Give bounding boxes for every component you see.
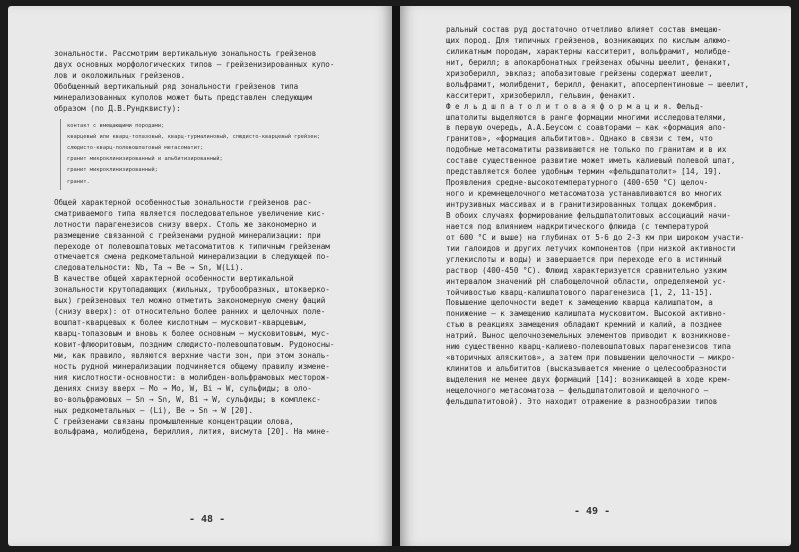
text-line: сматриваемого типа является последовательное увеличение кис- <box>54 208 326 218</box>
text-line: подобные метасоматиты развиваются не только по гранитам и в их <box>446 145 727 155</box>
page-number: - 49 - <box>574 506 611 517</box>
paragraph <box>54 198 359 275</box>
text-line: (снизу вверх): от относительно более ранних и щелочных поле- <box>54 307 326 317</box>
text-line: ния кислотности-основности: в молибден-вольфрамовых месторож- <box>54 372 330 382</box>
text-line: Повышение щелочности ведет к замещению кварца калишпатом, а <box>446 298 713 308</box>
book-gutter <box>392 6 400 546</box>
text-line: отмечается смена редкометальной минерализации в следующей по- <box>54 252 330 262</box>
text-line: ковит-флюоритовым, поздним слюдисто-полевошпатовым. Рудоносны- <box>54 339 335 349</box>
text-line: интрузивных массивах и в гранитизированных толщах докембрия. <box>446 200 718 209</box>
text-line: В качестве общей характерной особенности вертикальной <box>54 274 294 284</box>
text-line: размещение связанной с грейзенами рудной минерализации: при <box>54 230 321 240</box>
text-line: вошпат-кварцевых к более кислотным – мусковит-кварцевым, <box>54 318 308 328</box>
text-line: Общей характерной особенностью зональности грейзенов рас- <box>54 197 312 207</box>
zoning-list-item: кварцевый или кварц-топазовый, кварц-турмалиновый, слюдисто-кварцевый грейзен; <box>67 133 321 140</box>
zoning-list <box>60 119 321 190</box>
text-line: в первую очередь, А.А.Беусом с соавторами – как «формация апо- <box>446 123 727 133</box>
text-line: шпатолиты выделяются в ранге формации многими исследователями, <box>446 112 727 122</box>
text-line: углекислоты и воды) и завершается при переходе его в истинный <box>446 254 722 264</box>
text-line: понижение – к замещению калишпата мусковитом. Высокой активно- <box>446 309 727 319</box>
text-line: раствор (400-450 °С). Флюид характеризуется сравнительно узким <box>446 265 727 275</box>
zoning-list-item: гранит микроклинизированный и альбитизированный; <box>67 156 223 163</box>
text-line: клинитов и альбититов (высказывается мнение о целесообразности <box>446 364 727 374</box>
text-line: дениях снизу вверх – Mo → Mo, W, Bi → W, сульфиды; в оло- <box>54 383 312 393</box>
text-line: следовательности: Nb, Ta → Be → Sn, W(Li). <box>54 263 244 273</box>
text-line: лов и околожильных грейзенов. <box>54 70 186 80</box>
text-line: фельдшпатитовой). Это находит отражение в разнообразии типов <box>446 396 718 406</box>
text-line: зональности крутопадающих (жильных, трубообразных, штокверко- <box>54 285 330 295</box>
text-line: Проявления средне-высокотемпературного (400-650 °С) щелоч- <box>446 178 709 188</box>
text-line: «вторичных аляскитов», а затем при повышении щелочности – микро- <box>446 353 736 363</box>
zoning-list-item: гранит. <box>67 178 90 185</box>
text-line: вольфрамит, молибденит, берилл, фенакит, апосерпентиновые – шеелит, <box>446 79 749 89</box>
text-line: лотности парагенезисов снизу вверх. Столь же закономерно и <box>54 219 317 229</box>
text-line: касситерит, хризоберилл, гельвин, фенакит. <box>446 90 636 100</box>
book-spread <box>8 6 791 546</box>
page-number: - 48 - <box>189 514 226 525</box>
paragraph <box>54 82 359 115</box>
text-line: ми, как правило, являются верхние части зон, при этом зональ- <box>54 350 330 360</box>
text-line: Обобщенный вертикальный ряд зональности грейзенов типа <box>54 81 299 91</box>
text-line: натрий. Вынос щелочноземельных элементов приводит к возникнове- <box>446 331 731 341</box>
right-page-text <box>446 25 751 408</box>
left-page-text <box>54 49 359 438</box>
text-line: интервалом значений рН слабощелочной области, определяемой ус- <box>446 276 727 286</box>
left-page <box>8 6 392 546</box>
text-line: стью в реакциях замещения обладают кремний и калий, а позднее <box>446 320 722 330</box>
text-line: С грейзенами связаны промышленные концентрации олова, <box>54 416 294 426</box>
text-line: зональности. Рассмотрим вертикальную зональность грейзенов <box>54 49 317 58</box>
text-line: нещелочного метасоматоза – фельдшпатолитовой и щелочного – <box>446 385 709 395</box>
text-line: Ф е л ь д ш п а т о л и т о в а я ф о р м а ц и я. Фельд- <box>446 101 704 111</box>
text-line: представляется более удобным термин «фельдшпатолит» [14, 19]. <box>446 167 722 177</box>
text-line: переходе от полевошпатовых метасоматитов к типичным грейзенам <box>54 241 330 251</box>
text-line: гранитов», «формация альбититов». Однако в связи с тем, что <box>446 134 713 144</box>
text-line: хризоберилл, эвклаз; апобазитовые грейзены содержат шеелит, <box>446 68 713 78</box>
text-line: ральный состав руд достаточно отчетливо влияет состав вмещаю- <box>446 25 722 34</box>
text-line: тии галоидов и других летучих компонентов (при низкой активности <box>446 243 736 253</box>
text-line: составе существенное развитие может иметь калиевый полевой шпат, <box>446 156 736 166</box>
paragraph <box>54 49 359 82</box>
text-line: от 600 °С и выше) на глубинах от 5-6 до 2-3 км при широком участи- <box>446 232 745 242</box>
text-line: кварц-топазовым и вновь к более основным – мусковитовым, мус- <box>54 329 330 338</box>
text-line: ного и кремнещелочного метасоматоза устанавливаются во многих <box>446 189 722 199</box>
text-line: выделения не менее двух формаций [14]: возникающей в ходе крем- <box>446 375 731 384</box>
text-line: тойчивостью кварц-калишпатового парагенезиса [1, 2, 11-15]. <box>446 287 713 297</box>
right-page <box>400 6 791 546</box>
text-line: нит, берилл; в апокарбонатных грейзенах обычны шеелит, фенакит, <box>446 57 731 67</box>
zoning-list-item: гранит микроклинизированный; <box>67 167 158 174</box>
paragraph <box>54 274 359 438</box>
text-line: во-вольфрамовых – Sn → Sn, W, Bi → W, сульфиды; в комплекс- <box>54 394 321 404</box>
text-line: нается под влиянием надкритического флюида (с температурой <box>446 221 709 231</box>
text-line: ность рудной минерализации подчиняется общему правилу измене- <box>54 361 330 371</box>
text-line: силикатным породам, характерны касситерит, вольфрамит, молибде- <box>446 46 731 56</box>
text-line: ных редкометальных – (Li), Be → Sn → W [20]. <box>54 405 253 415</box>
text-line: двух основных морфологических типов – грейзенизированных купо- <box>54 59 335 69</box>
text-line: образом (по Д.В.Рундквисту): <box>54 103 181 113</box>
zoning-list-item: слюдисто-кварц-полевошпатовый метасоматит; <box>67 145 204 151</box>
text-line: вых) грейзеновых тел можно отметить закономерную смену фаций <box>54 296 326 306</box>
text-line: щих пород. Для типичных грейзенов, возникающих по кислым алюмо- <box>446 35 731 45</box>
text-line: В обоих случаях формирование фельдшпатолитовых ассоциаций начи- <box>446 210 731 220</box>
zoning-list-item: контакт с вмещающими породами; <box>67 122 165 129</box>
text-line: минерализованных куполов может быть представлен следующим <box>54 92 312 102</box>
text-line: вольфрама, молибдена, бериллия, лития, висмута [20]. На мине- <box>54 427 330 437</box>
text-line: нию существенно кварц-калиево-полевошпатовых парагенезисов типа <box>446 342 731 352</box>
